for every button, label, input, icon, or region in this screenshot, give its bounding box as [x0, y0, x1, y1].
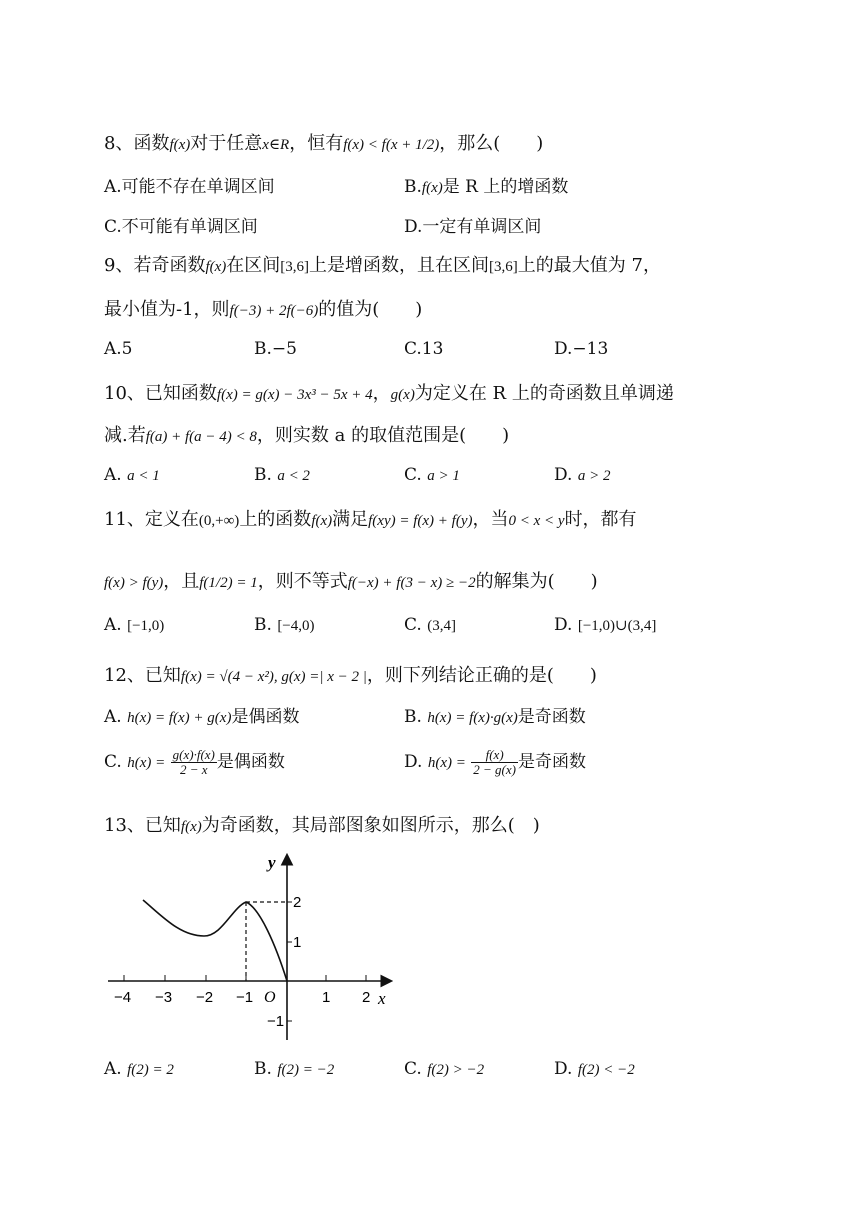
- q9-expression: f(−3) + 2f(−6): [229, 303, 319, 319]
- q12-option-b-label: B.: [404, 707, 422, 727]
- y-axis-label: y: [268, 853, 276, 872]
- q10-option-a-math: a < 1: [127, 468, 160, 484]
- q11-option-a: [104, 612, 164, 639]
- q12-option-d-numerator: f(x): [471, 748, 518, 763]
- q8-inequality: f(x) < f(x + 1/2): [343, 137, 440, 153]
- q10-option-b-math: a < 2: [277, 468, 310, 484]
- q12-option-c-lhs: h(x) =: [127, 755, 166, 771]
- q10-text-e: ，则实数 a 的取值范围是( ): [256, 425, 510, 446]
- q12-option-d-lhs: h(x) =: [427, 755, 466, 771]
- q12-option-b: [404, 704, 586, 731]
- q10-option-c-label: C.: [404, 465, 422, 485]
- q12-option-d: [404, 748, 586, 777]
- q12-option-a-text: 是偶函数: [231, 707, 300, 727]
- q9-text-d: 上的最大值为 7，: [517, 255, 661, 276]
- q10-gx: g(x): [390, 387, 415, 403]
- q10-text-b: ，: [372, 383, 391, 404]
- q11-option-c-label: C.: [404, 615, 422, 635]
- q10-text-a: 10、已知函数: [104, 383, 217, 404]
- q8-prefix: 8、函数: [104, 133, 170, 154]
- q11-option-c-math: (3,4]: [427, 618, 456, 634]
- y-tick-label: 1: [293, 934, 302, 951]
- q8-option-c: C.不可能有单调区间: [104, 217, 258, 237]
- q12-option-c-denominator: 2 − x: [179, 762, 208, 777]
- q10-option-a: [104, 462, 160, 489]
- q10-option-c: [404, 462, 460, 489]
- q10-option-a-label: A.: [104, 465, 122, 485]
- q13-option-a: [104, 1056, 174, 1083]
- q13-option-d: [554, 1056, 635, 1083]
- q12-text-b: ，则下列结论正确的是( ): [366, 665, 597, 686]
- q10-option-b-label: B.: [254, 465, 272, 485]
- q12-option-c: [104, 748, 285, 777]
- q11-fx: f(x): [311, 513, 333, 529]
- q8-text1: 对于任意: [190, 133, 263, 154]
- x-tick-label: −2: [196, 989, 214, 1006]
- q11-option-d-label: D.: [554, 615, 573, 635]
- q13-option-c-math: f(2) > −2: [427, 1062, 485, 1078]
- x-tick-label: −3: [155, 989, 173, 1006]
- q9-option-a: A.5: [104, 339, 133, 359]
- q12-option-c-text: 是偶函数: [216, 752, 285, 772]
- q13-text-a: 13、已知: [104, 815, 181, 836]
- q9-text-f: 的值为( ): [318, 299, 423, 320]
- q11-text-h: 的解集为( ): [475, 571, 598, 592]
- q12-option-b-math: h(x) = f(x)·g(x): [427, 710, 518, 726]
- q8-option-b-text: 是 R 上的增函数: [442, 177, 569, 197]
- x-tick-label: −4: [114, 989, 132, 1006]
- q8-option-b-math: f(x): [421, 180, 443, 196]
- q11-stem-line2: [104, 568, 598, 597]
- q11-option-c: [404, 612, 456, 639]
- q13-option-b: [254, 1056, 334, 1083]
- q9-interval-1: [3,6]: [280, 259, 310, 275]
- q12-option-d-fraction: [471, 748, 518, 777]
- q13-option-d-math: f(2) < −2: [577, 1062, 635, 1078]
- q12-definitions: f(x) = √(4 − x²), g(x) =| x − 2 |: [180, 669, 367, 685]
- y-tick-label: −1: [267, 1013, 285, 1030]
- q11-text-e: 时，都有: [564, 509, 637, 530]
- q9-text-e: 最小值为-1，则: [104, 299, 230, 320]
- q10-text-d: 减.若: [104, 425, 146, 446]
- q8-option-d: D.一定有单调区间: [404, 217, 542, 237]
- q10-text-c: 为定义在 R 上的奇函数且单调递: [414, 383, 674, 404]
- q12-text-a: 12、已知: [104, 665, 181, 686]
- q8-text2: ，恒有: [289, 133, 344, 154]
- q11-half-equation: f(1/2) = 1: [199, 575, 258, 591]
- q11-text-f: ，且: [163, 571, 200, 592]
- x-tick-label: −1: [236, 989, 254, 1006]
- q8-option-b: [404, 174, 568, 201]
- function-curve: [143, 900, 287, 981]
- q11-stem-line1: [104, 506, 637, 535]
- x-axis-label: x: [378, 989, 386, 1008]
- q12-option-d-denominator: 2 − g(x): [473, 762, 516, 777]
- q9-stem-line1: [104, 252, 661, 281]
- q10-function: f(x) = g(x) − 3x³ − 5x + 4: [216, 387, 373, 403]
- q8-x-in-r: x∈R: [262, 137, 290, 153]
- q11-equation: f(xy) = f(x) + f(y): [368, 513, 473, 529]
- q10-inequality: f(a) + f(a − 4) < 8: [145, 429, 257, 445]
- q8-option-a: A.可能不存在单调区间: [104, 177, 275, 197]
- q13-option-a-label: A.: [104, 1059, 122, 1079]
- q9-interval-2: [3,6]: [489, 259, 518, 275]
- q12-option-a-math: h(x) = f(x) + g(x): [127, 710, 232, 726]
- q11-text-b: 上的函数: [239, 509, 312, 530]
- q12-option-a-label: A.: [104, 707, 122, 727]
- x-tick-label: 1: [322, 989, 331, 1006]
- y-tick-label: 2: [293, 894, 302, 911]
- q11-inequality: f(−x) + f(3 − x) ≥ −2: [347, 575, 476, 591]
- q13-option-b-math: f(2) = −2: [277, 1062, 335, 1078]
- q9-text-c: 上是增函数，且在区间: [309, 255, 490, 276]
- q8-fx: f(x): [169, 137, 191, 153]
- q9-option-b: B.−5: [254, 339, 297, 359]
- q8-text3: ，那么( ): [439, 133, 544, 154]
- q12-option-a: [104, 704, 299, 731]
- q12-stem: [104, 662, 597, 691]
- q9-option-d: D.−13: [554, 339, 609, 359]
- q11-option-d-math: [−1,0)∪(3,4]: [577, 618, 657, 634]
- q10-stem-line1: [104, 380, 674, 409]
- q10-option-d: [554, 462, 610, 489]
- q8-option-b-label: B.: [404, 177, 422, 197]
- q11-text-g: ，则不等式: [257, 571, 348, 592]
- q11-domain: (0,+∞): [198, 513, 240, 529]
- q9-fx: f(x): [205, 259, 227, 275]
- q9-text-a: 9、若奇函数: [104, 255, 206, 276]
- q11-option-b: [254, 612, 315, 639]
- q11-condition: 0 < x < y: [508, 513, 565, 529]
- q11-text-a: 11、定义在: [104, 509, 199, 530]
- q12-option-d-text: 是奇函数: [517, 752, 586, 772]
- q10-option-d-math: a > 2: [577, 468, 611, 484]
- q11-option-b-label: B.: [254, 615, 272, 635]
- q13-option-a-math: f(2) = 2: [127, 1062, 174, 1078]
- q11-option-a-math: [−1,0): [127, 618, 165, 634]
- q10-stem-line2: [104, 422, 509, 451]
- q12-option-c-label: C.: [104, 752, 122, 772]
- q10-option-b: [254, 462, 310, 489]
- q8-stem: [104, 130, 543, 159]
- q11-text-c: 满足: [332, 509, 369, 530]
- q11-option-d: [554, 612, 656, 639]
- q11-monotonic: f(x) > f(y): [104, 575, 164, 591]
- q11-text-d: ，当: [472, 509, 509, 530]
- q10-option-d-label: D.: [554, 465, 573, 485]
- q13-option-b-label: B.: [254, 1059, 272, 1079]
- function-graph: [100, 850, 400, 1045]
- q13-option-c: [404, 1056, 484, 1083]
- origin-label: O: [264, 989, 276, 1006]
- q9-option-c: C.13: [404, 339, 444, 359]
- q11-option-b-math: [−4,0): [277, 618, 315, 634]
- q10-option-c-math: a > 1: [427, 468, 460, 484]
- q13-text-b: 为奇函数，其局部图象如图所示，那么( ): [201, 815, 540, 836]
- x-tick-label: 2: [362, 989, 371, 1006]
- q9-stem-line2: [104, 296, 422, 325]
- q9-text-b: 在区间: [226, 255, 281, 276]
- q12-option-b-text: 是奇函数: [517, 707, 586, 727]
- q12-option-c-fraction: [171, 748, 217, 777]
- q13-stem: [104, 812, 540, 841]
- q13-option-d-label: D.: [554, 1059, 573, 1079]
- q12-option-d-label: D.: [404, 752, 423, 772]
- q13-fx: f(x): [180, 819, 202, 835]
- q11-option-a-label: A.: [104, 615, 122, 635]
- q12-option-c-numerator: g(x)·f(x): [172, 747, 215, 762]
- q13-option-c-label: C.: [404, 1059, 422, 1079]
